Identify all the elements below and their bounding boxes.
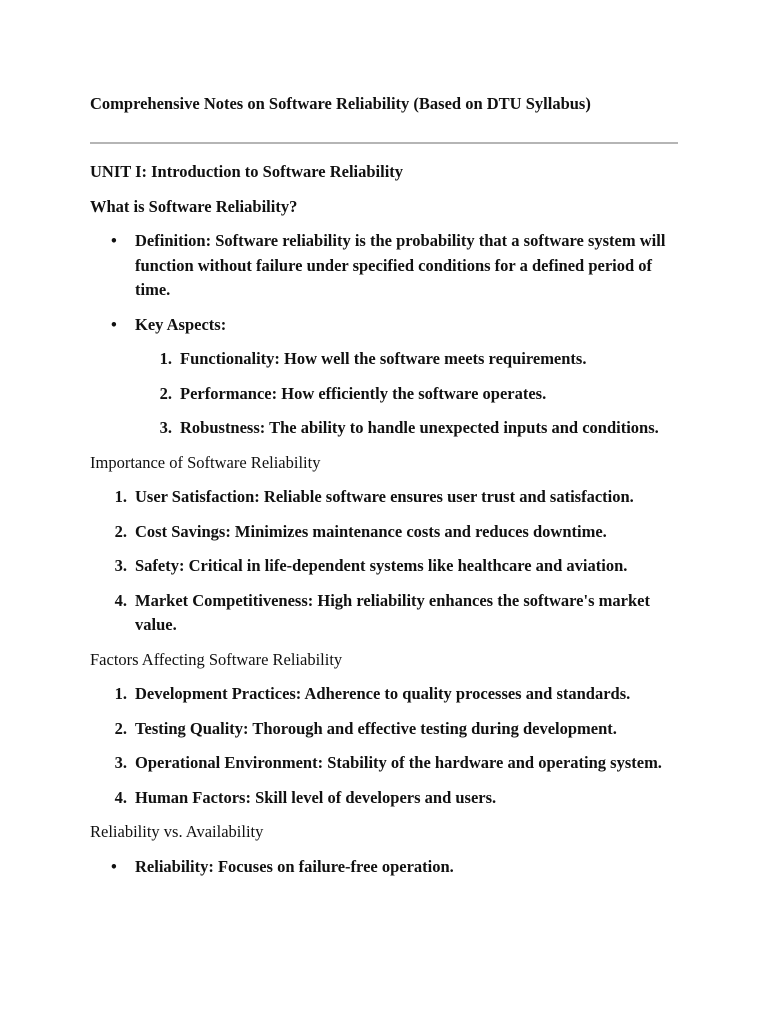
list-item — [135, 382, 680, 407]
list-item — [90, 751, 680, 776]
number-marker: 1. — [159, 349, 172, 368]
section-heading-reliability-vs-availability: Reliability vs. Availability — [90, 822, 264, 841]
list-item — [135, 416, 680, 441]
number-marker: 3. — [114, 753, 127, 772]
item-text: Human Factors: Skill level of developers and users. — [135, 787, 497, 807]
section-heading-what-is: What is Software Reliability? — [90, 196, 298, 216]
list-item — [90, 786, 680, 811]
list-item — [90, 485, 680, 510]
number-marker: 4. — [114, 787, 127, 807]
list-item — [90, 589, 680, 638]
list-item — [90, 855, 680, 880]
list-item — [90, 520, 680, 545]
item-text: Reliability: Focuses on failure-free operation. — [135, 856, 454, 876]
factors-list — [90, 682, 680, 810]
number-marker: 1. — [114, 684, 127, 703]
section-heading-importance: Importance of Software Reliability — [90, 452, 321, 472]
number-marker: 2. — [114, 521, 127, 541]
number-marker: 3. — [159, 418, 172, 437]
list-item — [90, 229, 680, 303]
item-text: Cost Savings: Minimizes maintenance costs and reduces downtime. — [135, 521, 607, 541]
section-heading-factors: Factors Affecting Software Reliability — [90, 649, 343, 669]
list-item — [90, 717, 680, 742]
document-body — [90, 160, 680, 889]
document-title: Comprehensive Notes on Software Reliability (Based on DTU Syllabus) — [90, 94, 591, 113]
unit-heading: UNIT I: Introduction to Software Reliability — [90, 162, 404, 181]
item-text: Development Practices: Adherence to quality processes and standards. — [135, 684, 631, 703]
item-text: Testing Quality: Thorough and effective testing during development. — [135, 718, 617, 738]
list-item — [90, 313, 680, 441]
what-is-bullet-list — [90, 229, 680, 441]
number-marker: 3. — [114, 556, 127, 575]
number-marker: 1. — [114, 487, 127, 506]
horizontal-rule — [90, 142, 678, 144]
number-marker: 2. — [114, 718, 127, 738]
item-text: Safety: Critical in life-dependent systems like healthcare and aviation. — [135, 556, 628, 575]
number-marker: 2. — [159, 383, 172, 403]
importance-list — [90, 485, 680, 638]
definition-text: Definition: Software reliability is the probability that a software system will function without failure under specified conditions for a defined period of time. — [135, 231, 666, 299]
key-aspects-list — [135, 347, 680, 441]
list-item — [135, 347, 680, 372]
aspect-text: Performance: How efficiently the software operates. — [180, 383, 547, 403]
reliability-vs-availability-list — [90, 855, 680, 880]
item-text: Market Competitiveness: High reliability enhances the software's market value. — [135, 590, 650, 634]
item-text: User Satisfaction: Reliable software ensures user trust and satisfaction. — [135, 487, 634, 506]
aspect-text: Robustness: The ability to handle unexpected inputs and conditions. — [180, 418, 659, 437]
key-aspects-label: Key Aspects: — [135, 314, 227, 334]
number-marker: 4. — [114, 590, 127, 610]
bullet-marker: • — [111, 314, 117, 334]
bullet-marker: • — [111, 856, 117, 876]
aspect-text: Functionality: How well the software meets requirements. — [180, 349, 587, 368]
bullet-marker: • — [111, 231, 117, 250]
list-item — [90, 682, 680, 707]
item-text: Operational Environment: Stability of the hardware and operating system. — [135, 753, 662, 772]
list-item — [90, 554, 680, 579]
